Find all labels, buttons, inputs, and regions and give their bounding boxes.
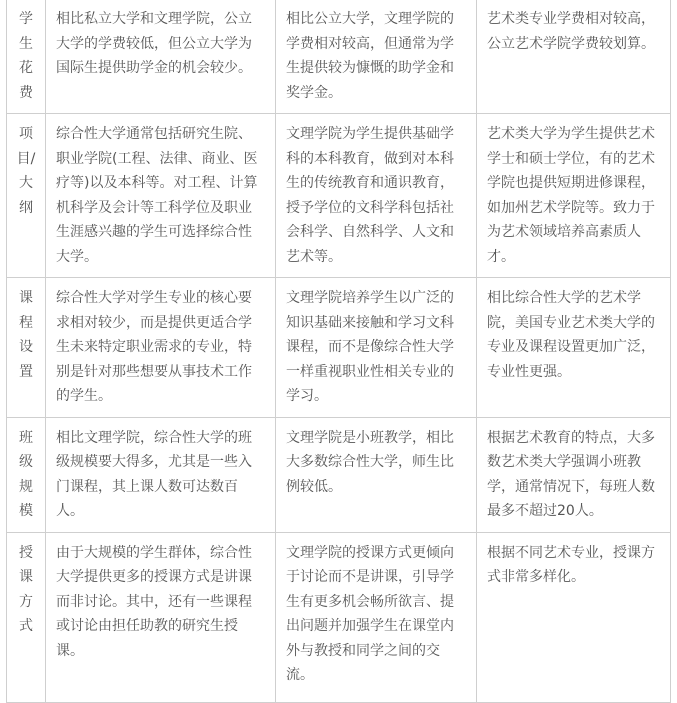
table-row-teaching-style [7, 532, 671, 702]
comprehensive-university-cell: 由于大规模的学生群体，综合性大学提供更多的授课方式是讲课而非讨论。其中，还有一些课程或讨论由担任助教的研究生授课。 [46, 532, 276, 702]
table-row-programs [7, 114, 671, 278]
comprehensive-university-cell: 综合性大学对学生专业的核心要求相对较少，而是提供更适合学生未来特定职业需求的专业，特别是针对那些想要从事技术工作的学生。 [46, 278, 276, 418]
table-row-student-cost [7, 0, 671, 114]
row-label: 项目/大纲 [7, 114, 46, 278]
row-label: 学生花费 [7, 0, 46, 114]
liberal-arts-college-cell: 文理学院的授课方式更倾向于讨论而不是讲课，引导学生有更多机会畅所欲言、提出问题并加强学生在课堂内外与教授和同学之间的交流。 [276, 532, 477, 702]
liberal-arts-college-cell: 文理学院是小班教学，相比大多数综合性大学，师生比例较低。 [276, 417, 477, 532]
art-school-cell: 根据不同艺术专业，授课方式非常多样化。 [477, 532, 671, 702]
table-row-class-size [7, 417, 671, 532]
art-school-cell: 艺术类专业学费相对较高，公立艺术学院学费较划算。 [477, 0, 671, 114]
art-school-cell: 根据艺术教育的特点，大多数艺术类大学强调小班教学，通常情况下，每班人数最多不超过20人。 [477, 417, 671, 532]
art-school-cell: 相比综合性大学的艺术学院，美国专业艺术类大学的专业及课程设置更加广泛，专业性更强。 [477, 278, 671, 418]
liberal-arts-college-cell: 文理学院培养学生以广泛的知识基础来接触和学习文科课程，而不是像综合性大学一样重视职业性相关专业的学习。 [276, 278, 477, 418]
comprehensive-university-cell: 相比文理学院，综合性大学的班级规模要大得多，尤其是一些入门课程，其上课人数可达数百人。 [46, 417, 276, 532]
art-school-cell: 艺术类大学为学生提供艺术学士和硕士学位，有的艺术学院也提供短期进修课程，如加州艺术学院等。致力于为艺术领域培养高素质人才。 [477, 114, 671, 278]
comprehensive-university-cell: 相比私立大学和文理学院，公立大学的学费较低，但公立大学为国际生提供助学金的机会较少。 [46, 0, 276, 114]
table-row-curriculum [7, 278, 671, 418]
row-label: 授课方式 [7, 532, 46, 702]
liberal-arts-college-cell: 文理学院为学生提供基础学科的本科教育，做到对本科生的传统教育和通识教育，授予学位的文科学科包括社会科学、自然科学、人文和艺术等。 [276, 114, 477, 278]
row-label: 班级规模 [7, 417, 46, 532]
liberal-arts-college-cell: 相比公立大学，文理学院的学费相对较高，但通常为学生提供较为慷慨的助学金和奖学金。 [276, 0, 477, 114]
comparison-table [6, 0, 671, 703]
comprehensive-university-cell: 综合性大学通常包括研究生院、职业学院(工程、法律、商业、医疗等)以及本科等。对工程、计算机科学及会计等工科学位及职业生涯感兴趣的学生可选择综合性大学。 [46, 114, 276, 278]
row-label: 课程设置 [7, 278, 46, 418]
